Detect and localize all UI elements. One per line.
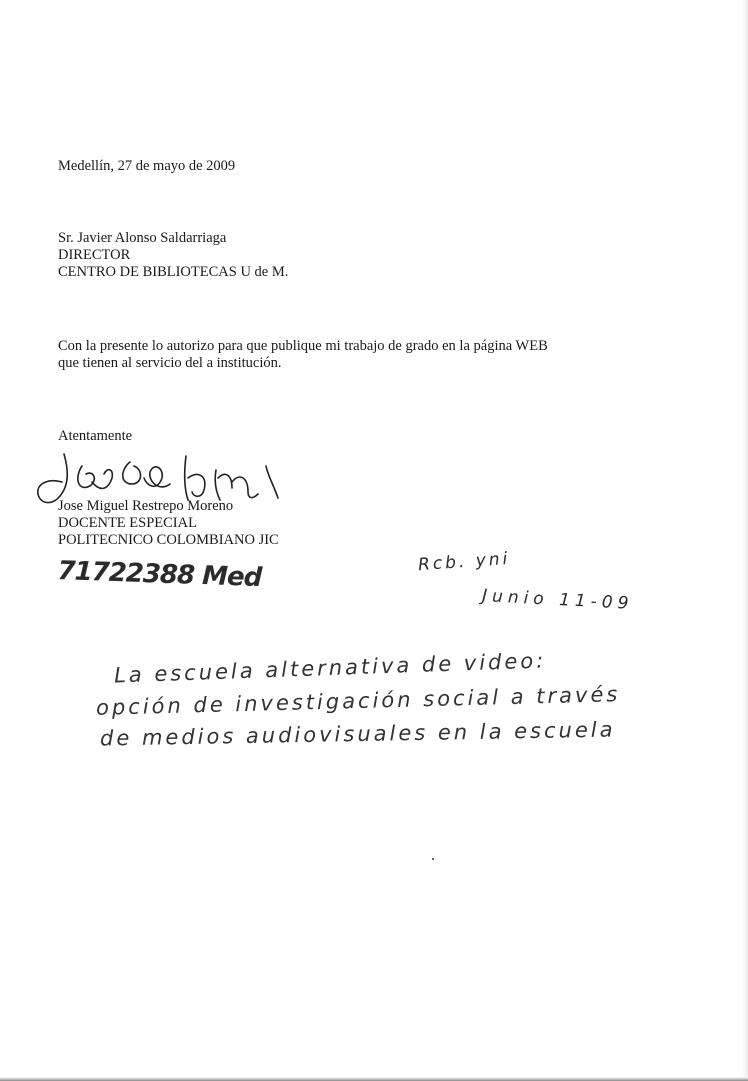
thesis-title-line-3: de medios audiovisuales en la escuela bbox=[99, 717, 616, 751]
handwritten-thesis-title bbox=[95, 648, 621, 751]
letter-body bbox=[58, 338, 548, 372]
closing: Atentamente bbox=[58, 428, 133, 444]
date-line: Medellín, 27 de mayo de 2009 bbox=[58, 158, 236, 174]
recipient-organization: CENTRO DE BIBLIOTECAS U de M. bbox=[58, 264, 289, 280]
handwritten-received-note: Rcb. yni bbox=[417, 548, 511, 576]
recipient-block bbox=[58, 230, 288, 281]
handwritten-id-note: 71722388 Med bbox=[56, 556, 262, 594]
scan-speck bbox=[432, 858, 434, 860]
thesis-title-line-2: opción de investigación social a través bbox=[95, 682, 621, 720]
handwritten-received-date: Junio 11-09 bbox=[481, 586, 634, 614]
body-line-1: Con la presente lo autorizo para que publique mi trabajo de grado en la página WEB bbox=[58, 338, 548, 354]
body-line-2: que tienen al servicio del a institución. bbox=[58, 355, 282, 371]
scan-edge-bottom bbox=[0, 1077, 748, 1081]
scan-edge-right bbox=[742, 0, 748, 1081]
sender-block bbox=[58, 498, 279, 549]
recipient-name: Sr. Javier Alonso Saldarriaga bbox=[58, 230, 227, 246]
recipient-title: DIRECTOR bbox=[58, 247, 131, 263]
thesis-title-line-1: La escuela alternativa de video: bbox=[113, 648, 547, 688]
sender-title: DOCENTE ESPECIAL bbox=[58, 515, 197, 531]
sender-institution: POLITECNICO COLOMBIANO JIC bbox=[58, 532, 279, 548]
sender-name: Jose Miguel Restrepo Moreno bbox=[58, 498, 234, 514]
